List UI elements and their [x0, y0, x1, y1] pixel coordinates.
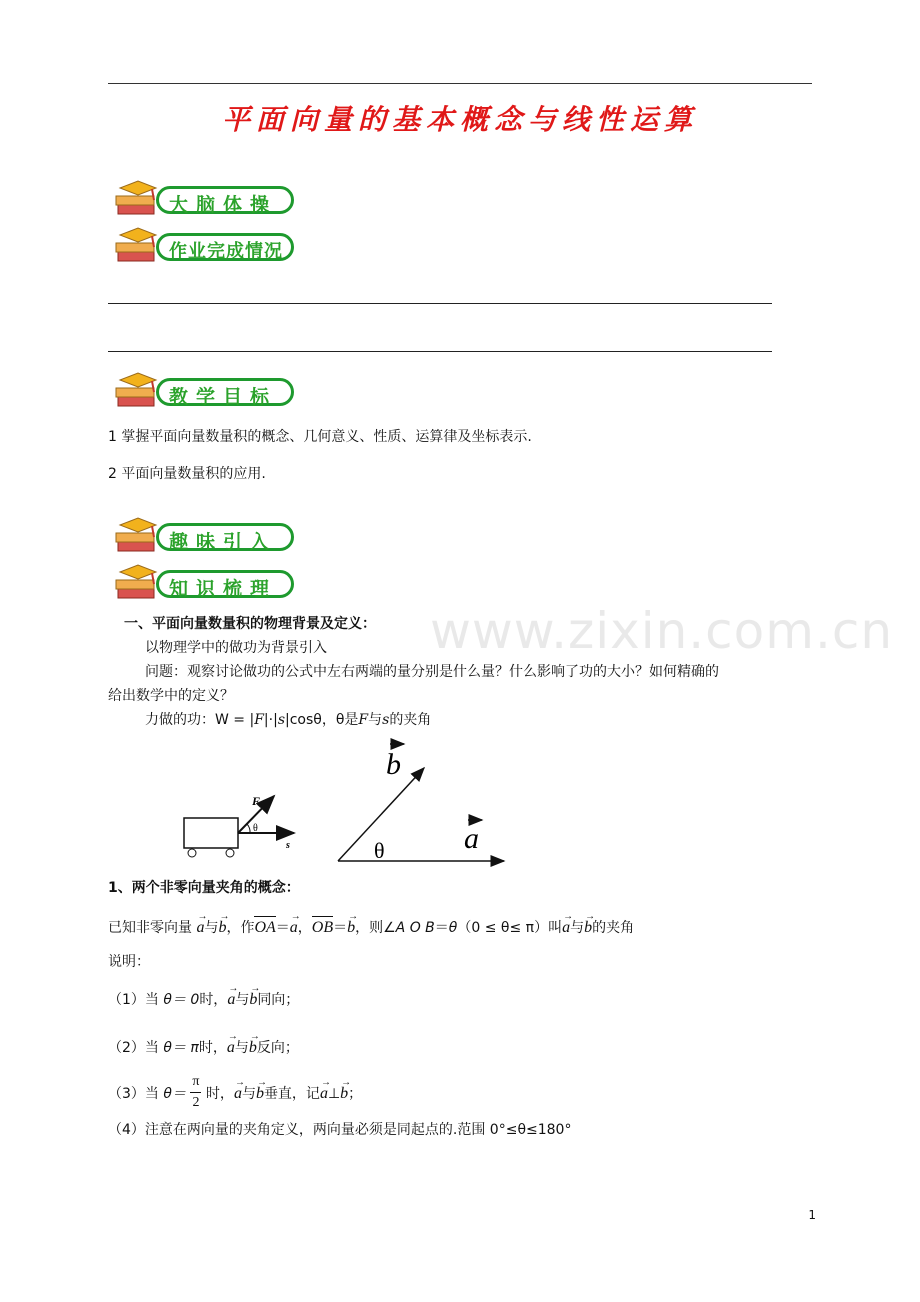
- book-cap-icon: [112, 178, 162, 220]
- formula-F: F: [358, 712, 369, 728]
- note-label: 说明：: [108, 954, 150, 970]
- answer-blank-line: [108, 351, 772, 352]
- section-homework: [112, 225, 302, 267]
- note-item-4: （4）注意在两向量的夹角定义，两向量必须是同起点的.范围 0°≤θ≤180°: [108, 1122, 572, 1138]
- section-label: 大脑体操: [169, 194, 278, 216]
- part1-line: 以物理学中的做功为背景引入: [145, 640, 327, 656]
- concept-definition: 已知非零向量 → a与→ b，作OA＝→ a，OB＝→ b，则∠A O B＝θ（0 ≤ θ≤ π）叫→ a与→ b的夹角: [108, 918, 634, 938]
- section-label: 作业完成情况: [169, 241, 283, 262]
- formula-s: s: [382, 712, 390, 728]
- formula-text: 的夹角: [389, 712, 432, 728]
- theta-label: θ: [374, 838, 385, 863]
- page-number: 1: [808, 1208, 816, 1222]
- part1-question-cont: 给出数学中的定义？: [108, 688, 234, 704]
- section-label: 教学目标: [169, 386, 278, 408]
- vector-a: → a: [196, 918, 204, 938]
- book-cap-icon: [112, 515, 162, 557]
- section-fun-intro: [112, 515, 302, 557]
- book-cap-icon: [112, 562, 162, 604]
- formula-F: F: [254, 712, 264, 728]
- s-label: s: [286, 840, 290, 851]
- section-teaching-goals: [112, 370, 302, 412]
- vector-OB: OB: [311, 919, 334, 936]
- note-item-2: （2）当 θ＝ π时，→ a与→ b反向；: [108, 1038, 299, 1058]
- watermark: www.zixin.com.cn: [430, 602, 894, 660]
- work-diagram: [170, 730, 530, 870]
- page-title: 平面向量的基本概念与线性运算: [221, 103, 698, 136]
- vector-a-label: a: [464, 822, 479, 855]
- box-figure: [184, 794, 294, 857]
- vector-b: → b: [218, 918, 226, 938]
- part1-heading: 一、平面向量数量积的物理背景及定义：: [124, 616, 376, 632]
- note-item-1: （1）当 θ＝ 0时，→ a与→ b同向；: [108, 990, 299, 1010]
- goal-item: 1 掌握平面向量数量积的概念、几何意义、性质、运算律及坐标表示.: [108, 429, 532, 445]
- part1-question: 问题：观察讨论做功的公式中左右两端的量分别是什么量？什么影响了功的大小？如何精确的: [145, 664, 719, 680]
- work-formula: [145, 710, 431, 730]
- section-label: 知识梳理: [169, 578, 278, 600]
- formula-text: 与: [368, 712, 383, 728]
- vector-b-label: b: [386, 748, 401, 781]
- section-knowledge: [112, 562, 302, 604]
- fraction-pi-over-2: $\frac{\pi}{2}$: [192, 1074, 200, 1110]
- concept-heading: 1、两个非零向量夹角的概念：: [108, 880, 300, 896]
- formula-s: s: [277, 712, 285, 728]
- force-label: F: [252, 794, 261, 808]
- section-label: 趣味引入: [169, 531, 278, 553]
- formula-text: 力做的功：W = |: [145, 712, 255, 728]
- answer-blank-line: [108, 303, 772, 304]
- formula-text: |·|: [263, 712, 278, 728]
- section-brain-exercise: [112, 178, 302, 220]
- book-cap-icon: [112, 225, 162, 267]
- vector-angle-figure: [338, 744, 504, 863]
- vector-OA: OA: [254, 919, 276, 936]
- formula-text: |cosθ，θ是: [285, 712, 359, 728]
- header-rule: [108, 83, 812, 84]
- note-item-3: （3）当 θ＝ $\frac{\pi}{2}$ 时，→ a与→ b垂直，记→ a⊥→ b；: [108, 1072, 362, 1116]
- book-cap-icon: [112, 370, 162, 412]
- goal-item: 2 平面向量数量积的应用.: [108, 466, 266, 482]
- small-theta-label: θ: [253, 823, 258, 834]
